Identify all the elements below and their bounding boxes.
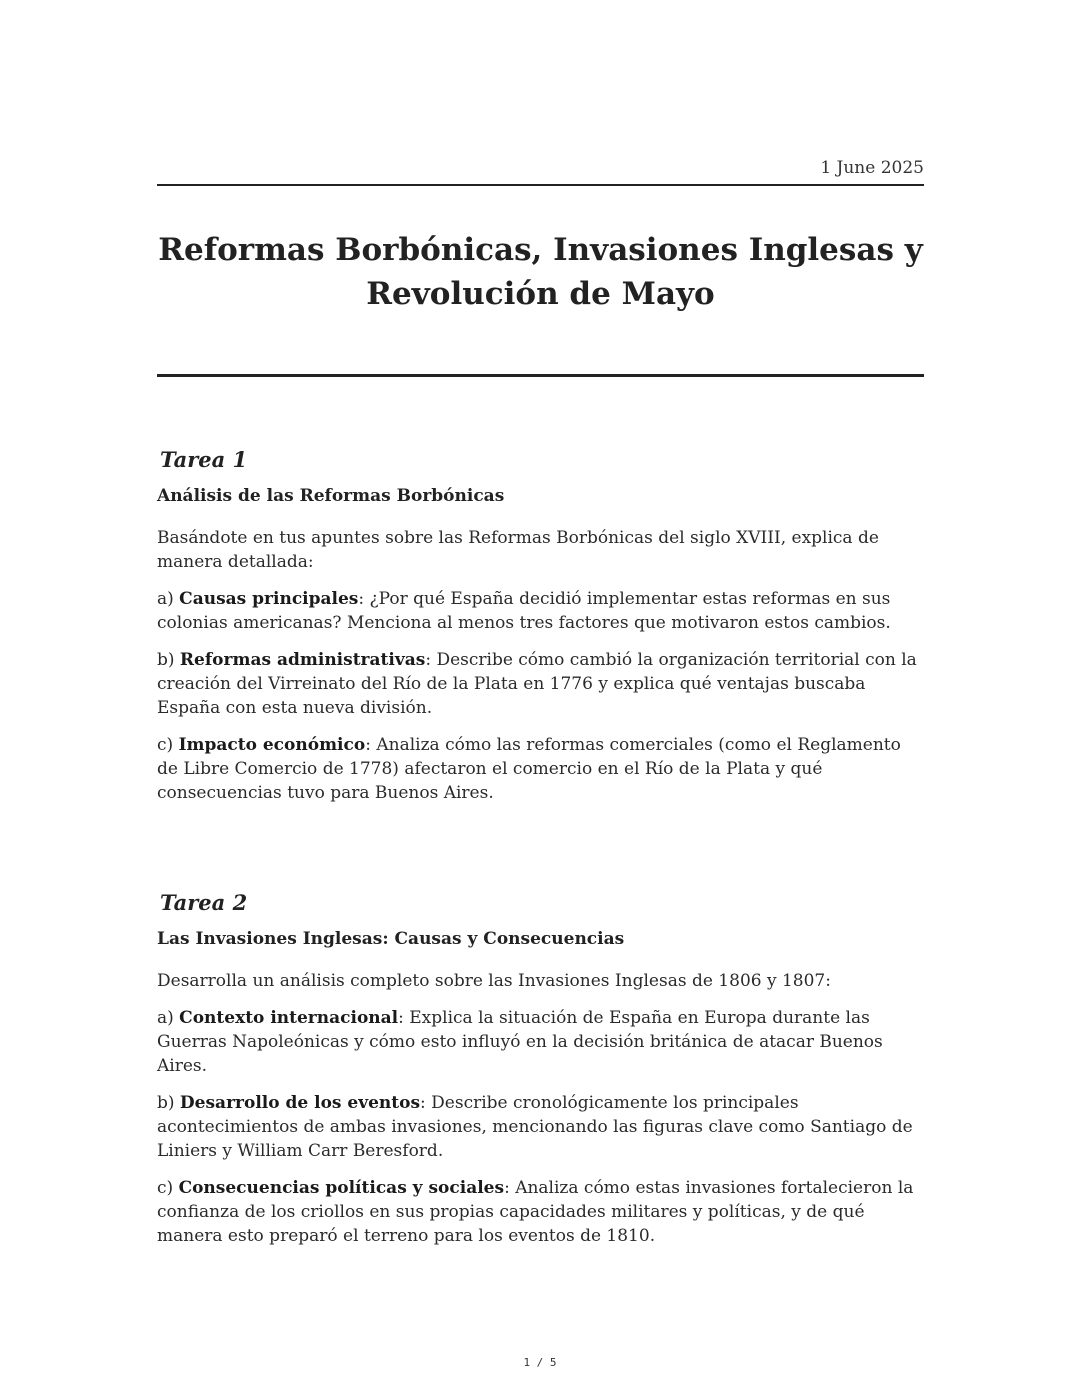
task-item-c [157, 733, 924, 805]
title-divider [157, 374, 924, 377]
item-term: Consecuencias políticas y sociales [178, 1178, 505, 1198]
title-line-1: Reformas Borbónicas, Invasiones Inglesas y [158, 232, 923, 268]
item-text: : Describe cómo cambió la organización territorial con la creación del Virreinato del Río de la Plata en 1776 y explica qué ventajas buscaba España con esta nueva división. [157, 650, 917, 718]
header-divider [157, 184, 924, 186]
title-line-2: Revolución de Mayo [366, 276, 715, 312]
task-subtitle: Las Invasiones Inglesas: Causas y Consecuencias [157, 929, 625, 949]
item-text: : Explica la situación de España en Europa durante las Guerras Napoleónicas y cómo esto influyó en la decisión británica de atacar Buenos Aires. [157, 1008, 883, 1076]
item-term: Contexto internacional [179, 1008, 399, 1028]
document-title [157, 228, 924, 316]
item-prefix: c) [157, 1178, 179, 1198]
page-number: 1 / 5 [523, 1356, 557, 1369]
task-heading: Tarea 1 [160, 447, 248, 472]
task-item-a [157, 1006, 924, 1078]
task-item-a [157, 587, 924, 635]
item-term: Reformas administrativas [179, 650, 426, 670]
task-intro: Basándote en tus apuntes sobre las Reformas Borbónicas del siglo XVIII, explica de manera detallada: [157, 528, 879, 572]
task-1-section [157, 446, 924, 818]
item-term: Impacto económico [178, 735, 366, 755]
task-heading: Tarea 2 [160, 890, 248, 915]
task-item-b [157, 1091, 924, 1163]
item-text: : ¿Por qué España decidió implementar estas reformas en sus colonias americanas? Menciona al menos tres factores que motivaron estos cambios. [157, 589, 891, 633]
task-subtitle: Análisis de las Reformas Borbónicas [157, 486, 505, 506]
task-2-section [157, 889, 924, 1261]
item-prefix: a) [157, 1008, 180, 1028]
item-term: Causas principales [179, 589, 359, 609]
item-prefix: b) [157, 650, 180, 670]
item-term: Desarrollo de los eventos [179, 1093, 421, 1113]
item-text: : Analiza cómo estas invasiones fortalecieron la confianza de los criollos en sus propias capacidades militares y políticas, y de qué manera esto preparó el terreno para los eventos de 1810. [157, 1178, 914, 1246]
item-prefix: b) [157, 1093, 180, 1113]
item-prefix: c) [157, 735, 179, 755]
task-intro: Desarrolla un análisis completo sobre las Invasiones Inglesas de 1806 y 1807: [157, 971, 831, 991]
document-date: 1 June 2025 [820, 158, 924, 178]
task-item-b [157, 648, 924, 720]
item-prefix: a) [157, 589, 180, 609]
item-text: : Analiza cómo las reformas comerciales (como el Reglamento de Libre Comercio de 1778) afectaron el comercio en el Río de la Plata y qué consecuencias tuvo para Buenos Aires. [157, 735, 901, 803]
item-text: : Describe cronológicamente los principales acontecimientos de ambas invasiones, mencionando las figuras clave como Santiago de Liniers y William Carr Beresford. [157, 1093, 913, 1161]
task-item-c [157, 1176, 924, 1248]
